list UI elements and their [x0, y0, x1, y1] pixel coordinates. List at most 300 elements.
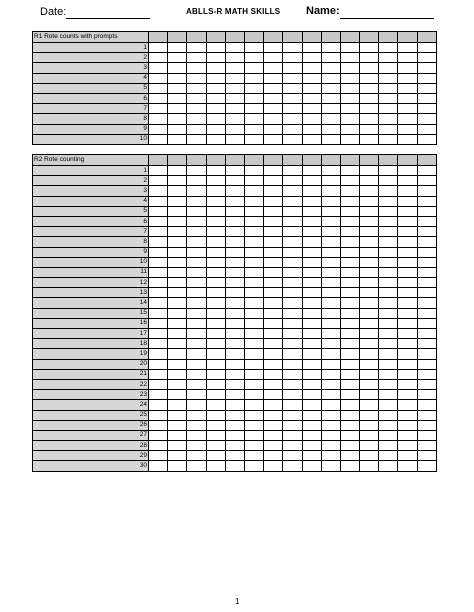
score-cell[interactable] [417, 288, 436, 298]
score-cell[interactable] [206, 227, 225, 237]
score-cell[interactable] [168, 124, 187, 134]
score-cell[interactable] [398, 237, 417, 247]
score-cell[interactable] [302, 298, 321, 308]
score-cell[interactable] [379, 247, 398, 257]
name-field-line[interactable] [340, 18, 434, 19]
score-cell[interactable] [283, 114, 302, 124]
score-cell[interactable] [360, 318, 379, 328]
score-cell[interactable] [340, 420, 359, 430]
score-cell[interactable] [168, 114, 187, 124]
score-cell[interactable] [206, 216, 225, 226]
score-cell[interactable] [225, 166, 244, 176]
score-cell[interactable] [379, 267, 398, 277]
score-cell[interactable] [417, 318, 436, 328]
score-cell[interactable] [283, 237, 302, 247]
score-cell[interactable] [225, 288, 244, 298]
score-cell[interactable] [360, 461, 379, 471]
score-cell[interactable] [283, 247, 302, 257]
score-cell[interactable] [398, 43, 417, 53]
score-cell[interactable] [340, 216, 359, 226]
score-cell[interactable] [149, 104, 168, 114]
score-cell[interactable] [264, 93, 283, 103]
score-cell[interactable] [168, 461, 187, 471]
score-cell[interactable] [321, 451, 340, 461]
score-cell[interactable] [225, 237, 244, 247]
score-cell[interactable] [168, 83, 187, 93]
score-cell[interactable] [379, 379, 398, 389]
score-cell[interactable] [360, 420, 379, 430]
score-cell[interactable] [283, 104, 302, 114]
score-cell[interactable] [379, 451, 398, 461]
score-cell[interactable] [244, 390, 263, 400]
score-cell[interactable] [244, 83, 263, 93]
score-cell[interactable] [417, 420, 436, 430]
score-cell[interactable] [417, 349, 436, 359]
score-cell[interactable] [321, 308, 340, 318]
score-cell[interactable] [244, 339, 263, 349]
score-cell[interactable] [340, 53, 359, 63]
score-cell[interactable] [398, 430, 417, 440]
score-cell[interactable] [244, 349, 263, 359]
score-cell[interactable] [379, 104, 398, 114]
score-cell[interactable] [379, 461, 398, 471]
score-cell[interactable] [302, 53, 321, 63]
score-cell[interactable] [206, 63, 225, 73]
score-cell[interactable] [379, 114, 398, 124]
score-cell[interactable] [302, 216, 321, 226]
score-cell[interactable] [187, 73, 206, 83]
score-cell[interactable] [417, 257, 436, 267]
score-cell[interactable] [417, 104, 436, 114]
score-cell[interactable] [360, 410, 379, 420]
score-cell[interactable] [244, 318, 263, 328]
score-cell[interactable] [264, 461, 283, 471]
score-cell[interactable] [360, 63, 379, 73]
score-cell[interactable] [264, 134, 283, 144]
score-cell[interactable] [302, 134, 321, 144]
score-cell[interactable] [417, 400, 436, 410]
score-cell[interactable] [398, 318, 417, 328]
score-cell[interactable] [187, 430, 206, 440]
score-cell[interactable] [206, 206, 225, 216]
score-cell[interactable] [321, 318, 340, 328]
score-cell[interactable] [206, 176, 225, 186]
score-cell[interactable] [398, 288, 417, 298]
score-cell[interactable] [321, 298, 340, 308]
score-cell[interactable] [206, 134, 225, 144]
score-cell[interactable] [340, 83, 359, 93]
score-cell[interactable] [379, 83, 398, 93]
score-cell[interactable] [283, 400, 302, 410]
score-cell[interactable] [149, 318, 168, 328]
score-cell[interactable] [225, 359, 244, 369]
score-cell[interactable] [360, 298, 379, 308]
score-cell[interactable] [398, 379, 417, 389]
score-cell[interactable] [244, 186, 263, 196]
score-cell[interactable] [168, 267, 187, 277]
score-cell[interactable] [398, 176, 417, 186]
score-cell[interactable] [206, 288, 225, 298]
score-cell[interactable] [187, 369, 206, 379]
score-cell[interactable] [360, 227, 379, 237]
score-cell[interactable] [225, 329, 244, 339]
score-cell[interactable] [225, 441, 244, 451]
score-cell[interactable] [340, 298, 359, 308]
score-cell[interactable] [398, 186, 417, 196]
score-cell[interactable] [244, 216, 263, 226]
score-cell[interactable] [168, 329, 187, 339]
score-cell[interactable] [398, 390, 417, 400]
score-cell[interactable] [225, 339, 244, 349]
score-cell[interactable] [187, 237, 206, 247]
score-cell[interactable] [206, 390, 225, 400]
score-cell[interactable] [283, 410, 302, 420]
score-cell[interactable] [283, 379, 302, 389]
score-cell[interactable] [360, 83, 379, 93]
score-cell[interactable] [340, 410, 359, 420]
score-cell[interactable] [225, 43, 244, 53]
score-cell[interactable] [302, 124, 321, 134]
score-cell[interactable] [360, 441, 379, 451]
score-cell[interactable] [398, 420, 417, 430]
score-cell[interactable] [417, 278, 436, 288]
score-cell[interactable] [149, 329, 168, 339]
score-cell[interactable] [206, 73, 225, 83]
score-cell[interactable] [149, 196, 168, 206]
score-cell[interactable] [302, 176, 321, 186]
score-cell[interactable] [379, 298, 398, 308]
score-cell[interactable] [321, 166, 340, 176]
score-cell[interactable] [168, 43, 187, 53]
score-cell[interactable] [225, 216, 244, 226]
score-cell[interactable] [283, 53, 302, 63]
score-cell[interactable] [168, 339, 187, 349]
score-cell[interactable] [321, 390, 340, 400]
score-cell[interactable] [283, 420, 302, 430]
score-cell[interactable] [187, 441, 206, 451]
score-cell[interactable] [168, 53, 187, 63]
score-cell[interactable] [206, 53, 225, 63]
score-cell[interactable] [225, 83, 244, 93]
score-cell[interactable] [398, 359, 417, 369]
score-cell[interactable] [379, 441, 398, 451]
score-cell[interactable] [379, 349, 398, 359]
score-cell[interactable] [417, 186, 436, 196]
score-cell[interactable] [379, 186, 398, 196]
score-cell[interactable] [360, 349, 379, 359]
score-cell[interactable] [149, 288, 168, 298]
score-cell[interactable] [302, 441, 321, 451]
score-cell[interactable] [168, 451, 187, 461]
score-cell[interactable] [264, 420, 283, 430]
score-cell[interactable] [244, 278, 263, 288]
score-cell[interactable] [187, 359, 206, 369]
score-cell[interactable] [149, 267, 168, 277]
score-cell[interactable] [206, 186, 225, 196]
score-cell[interactable] [206, 400, 225, 410]
score-cell[interactable] [225, 400, 244, 410]
score-cell[interactable] [398, 400, 417, 410]
score-cell[interactable] [283, 83, 302, 93]
score-cell[interactable] [264, 400, 283, 410]
score-cell[interactable] [340, 43, 359, 53]
score-cell[interactable] [398, 267, 417, 277]
score-cell[interactable] [264, 186, 283, 196]
score-cell[interactable] [264, 247, 283, 257]
score-cell[interactable] [187, 318, 206, 328]
score-cell[interactable] [321, 206, 340, 216]
score-cell[interactable] [168, 257, 187, 267]
score-cell[interactable] [168, 206, 187, 216]
score-cell[interactable] [417, 93, 436, 103]
score-cell[interactable] [360, 104, 379, 114]
score-cell[interactable] [360, 379, 379, 389]
score-cell[interactable] [168, 420, 187, 430]
score-cell[interactable] [244, 451, 263, 461]
score-cell[interactable] [225, 278, 244, 288]
score-cell[interactable] [206, 247, 225, 257]
score-cell[interactable] [340, 166, 359, 176]
score-cell[interactable] [283, 441, 302, 451]
score-cell[interactable] [149, 93, 168, 103]
score-cell[interactable] [149, 369, 168, 379]
score-cell[interactable] [302, 278, 321, 288]
score-cell[interactable] [168, 308, 187, 318]
score-cell[interactable] [225, 369, 244, 379]
score-cell[interactable] [187, 379, 206, 389]
score-cell[interactable] [244, 298, 263, 308]
score-cell[interactable] [264, 166, 283, 176]
score-cell[interactable] [321, 461, 340, 471]
score-cell[interactable] [264, 369, 283, 379]
score-cell[interactable] [360, 390, 379, 400]
score-cell[interactable] [264, 278, 283, 288]
score-cell[interactable] [264, 237, 283, 247]
score-cell[interactable] [321, 247, 340, 257]
score-cell[interactable] [360, 329, 379, 339]
score-cell[interactable] [302, 369, 321, 379]
score-cell[interactable] [321, 288, 340, 298]
score-cell[interactable] [398, 114, 417, 124]
score-cell[interactable] [398, 298, 417, 308]
score-cell[interactable] [187, 451, 206, 461]
score-cell[interactable] [417, 63, 436, 73]
score-cell[interactable] [168, 318, 187, 328]
score-cell[interactable] [206, 329, 225, 339]
score-cell[interactable] [168, 63, 187, 73]
score-cell[interactable] [206, 451, 225, 461]
score-cell[interactable] [340, 176, 359, 186]
score-cell[interactable] [283, 206, 302, 216]
score-cell[interactable] [283, 176, 302, 186]
score-cell[interactable] [417, 166, 436, 176]
score-cell[interactable] [340, 227, 359, 237]
score-cell[interactable] [340, 247, 359, 257]
score-cell[interactable] [302, 196, 321, 206]
score-cell[interactable] [225, 420, 244, 430]
score-cell[interactable] [168, 390, 187, 400]
score-cell[interactable] [302, 379, 321, 389]
score-cell[interactable] [149, 298, 168, 308]
score-cell[interactable] [379, 359, 398, 369]
score-cell[interactable] [149, 410, 168, 420]
score-cell[interactable] [187, 247, 206, 257]
score-cell[interactable] [225, 390, 244, 400]
score-cell[interactable] [360, 257, 379, 267]
score-cell[interactable] [283, 216, 302, 226]
score-cell[interactable] [206, 237, 225, 247]
score-cell[interactable] [321, 267, 340, 277]
score-cell[interactable] [321, 114, 340, 124]
score-cell[interactable] [360, 124, 379, 134]
score-cell[interactable] [206, 430, 225, 440]
score-cell[interactable] [187, 420, 206, 430]
score-cell[interactable] [149, 176, 168, 186]
score-cell[interactable] [187, 461, 206, 471]
score-cell[interactable] [398, 461, 417, 471]
score-cell[interactable] [321, 43, 340, 53]
score-cell[interactable] [340, 73, 359, 83]
score-cell[interactable] [264, 206, 283, 216]
score-cell[interactable] [168, 369, 187, 379]
score-cell[interactable] [244, 104, 263, 114]
score-cell[interactable] [340, 104, 359, 114]
score-cell[interactable] [187, 166, 206, 176]
score-cell[interactable] [417, 196, 436, 206]
date-field-line[interactable] [66, 18, 150, 19]
score-cell[interactable] [244, 166, 263, 176]
score-cell[interactable] [398, 369, 417, 379]
score-cell[interactable] [379, 206, 398, 216]
score-cell[interactable] [244, 124, 263, 134]
score-cell[interactable] [283, 369, 302, 379]
score-cell[interactable] [398, 227, 417, 237]
score-cell[interactable] [283, 63, 302, 73]
score-cell[interactable] [149, 257, 168, 267]
score-cell[interactable] [302, 104, 321, 114]
score-cell[interactable] [321, 176, 340, 186]
score-cell[interactable] [321, 400, 340, 410]
score-cell[interactable] [264, 318, 283, 328]
score-cell[interactable] [206, 114, 225, 124]
score-cell[interactable] [187, 278, 206, 288]
score-cell[interactable] [417, 308, 436, 318]
score-cell[interactable] [168, 379, 187, 389]
score-cell[interactable] [417, 43, 436, 53]
score-cell[interactable] [244, 379, 263, 389]
score-cell[interactable] [379, 43, 398, 53]
score-cell[interactable] [244, 257, 263, 267]
score-cell[interactable] [360, 267, 379, 277]
score-cell[interactable] [321, 339, 340, 349]
score-cell[interactable] [417, 124, 436, 134]
score-cell[interactable] [283, 43, 302, 53]
score-cell[interactable] [398, 329, 417, 339]
score-cell[interactable] [264, 257, 283, 267]
score-cell[interactable] [149, 166, 168, 176]
score-cell[interactable] [379, 216, 398, 226]
score-cell[interactable] [187, 93, 206, 103]
score-cell[interactable] [417, 441, 436, 451]
score-cell[interactable] [206, 267, 225, 277]
score-cell[interactable] [379, 227, 398, 237]
score-cell[interactable] [244, 359, 263, 369]
score-cell[interactable] [417, 83, 436, 93]
score-cell[interactable] [302, 237, 321, 247]
score-cell[interactable] [206, 196, 225, 206]
score-cell[interactable] [398, 124, 417, 134]
score-cell[interactable] [168, 441, 187, 451]
score-cell[interactable] [225, 114, 244, 124]
score-cell[interactable] [417, 451, 436, 461]
score-cell[interactable] [264, 451, 283, 461]
score-cell[interactable] [168, 237, 187, 247]
score-cell[interactable] [187, 227, 206, 237]
score-cell[interactable] [225, 196, 244, 206]
score-cell[interactable] [417, 53, 436, 63]
score-cell[interactable] [149, 73, 168, 83]
score-cell[interactable] [244, 237, 263, 247]
score-cell[interactable] [244, 369, 263, 379]
score-cell[interactable] [283, 318, 302, 328]
score-cell[interactable] [360, 114, 379, 124]
score-cell[interactable] [360, 308, 379, 318]
score-cell[interactable] [302, 247, 321, 257]
score-cell[interactable] [379, 318, 398, 328]
score-cell[interactable] [360, 186, 379, 196]
score-cell[interactable] [379, 369, 398, 379]
score-cell[interactable] [264, 339, 283, 349]
score-cell[interactable] [149, 237, 168, 247]
score-cell[interactable] [225, 298, 244, 308]
score-cell[interactable] [398, 196, 417, 206]
score-cell[interactable] [168, 104, 187, 114]
score-cell[interactable] [264, 441, 283, 451]
score-cell[interactable] [379, 329, 398, 339]
score-cell[interactable] [244, 410, 263, 420]
score-cell[interactable] [187, 53, 206, 63]
score-cell[interactable] [340, 267, 359, 277]
score-cell[interactable] [264, 410, 283, 420]
score-cell[interactable] [283, 430, 302, 440]
score-cell[interactable] [187, 206, 206, 216]
score-cell[interactable] [321, 359, 340, 369]
score-cell[interactable] [149, 206, 168, 216]
score-cell[interactable] [283, 461, 302, 471]
score-cell[interactable] [264, 267, 283, 277]
score-cell[interactable] [360, 134, 379, 144]
score-cell[interactable] [302, 43, 321, 53]
score-cell[interactable] [379, 237, 398, 247]
score-cell[interactable] [149, 441, 168, 451]
score-cell[interactable] [244, 247, 263, 257]
score-cell[interactable] [225, 53, 244, 63]
score-cell[interactable] [398, 104, 417, 114]
score-cell[interactable] [340, 134, 359, 144]
score-cell[interactable] [244, 400, 263, 410]
score-cell[interactable] [264, 104, 283, 114]
score-cell[interactable] [264, 379, 283, 389]
score-cell[interactable] [206, 441, 225, 451]
score-cell[interactable] [302, 329, 321, 339]
score-cell[interactable] [321, 278, 340, 288]
score-cell[interactable] [264, 43, 283, 53]
score-cell[interactable] [168, 216, 187, 226]
score-cell[interactable] [168, 430, 187, 440]
score-cell[interactable] [417, 369, 436, 379]
score-cell[interactable] [149, 339, 168, 349]
score-cell[interactable] [168, 247, 187, 257]
